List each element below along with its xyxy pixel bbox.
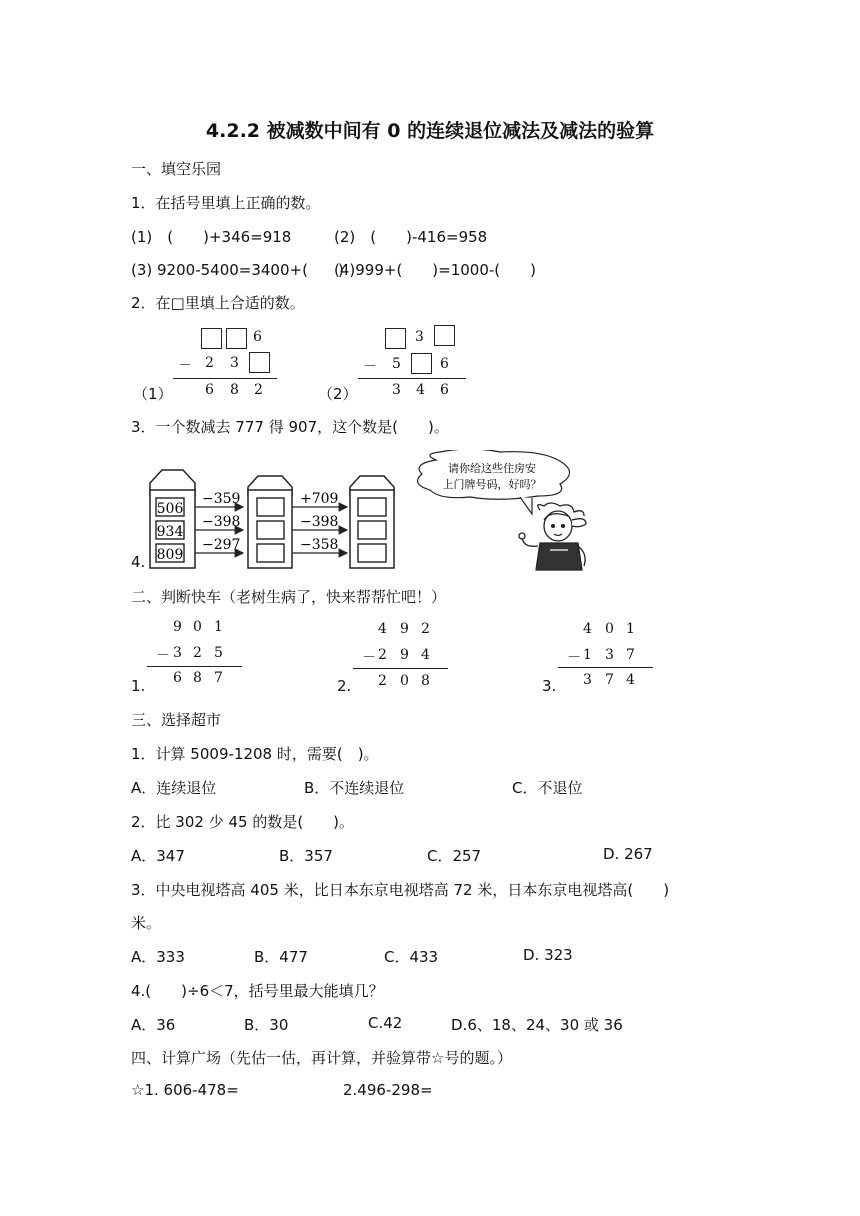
digit: 1 xyxy=(626,621,635,637)
q1-1-item-c: (3) 9200-5400=3400+( ) xyxy=(131,261,344,279)
result-line xyxy=(147,666,242,667)
question-1-1: 1．在括号里填上正确的数。 xyxy=(131,194,321,212)
answer-box[interactable] xyxy=(358,498,386,516)
blank-box[interactable] xyxy=(411,353,432,374)
sub1-label: （1） xyxy=(133,385,173,403)
operation-label: −398 xyxy=(300,514,339,530)
digit: 3 xyxy=(173,645,182,661)
blank-box[interactable] xyxy=(226,328,247,349)
option-c[interactable]: C.42 xyxy=(368,1014,403,1032)
digit: 9 xyxy=(400,647,409,663)
option-b[interactable]: B．30 xyxy=(244,1016,289,1034)
digit: 3 xyxy=(230,355,239,371)
bubble-line-1: 请你给这些住房安 xyxy=(448,462,536,475)
digit: 6 xyxy=(253,329,262,345)
digit: 6 xyxy=(440,356,449,372)
option-a[interactable]: A．347 xyxy=(131,847,185,865)
digit: 2 xyxy=(254,382,263,398)
digit: 7 xyxy=(214,670,223,686)
option-a[interactable]: A．36 xyxy=(131,1016,176,1034)
answer-box[interactable] xyxy=(257,521,284,539)
q1-1-item-b: (2) ( )-416=958 xyxy=(334,228,488,246)
q1-1-item-d: (4)999+( )=1000-( ) xyxy=(334,261,537,279)
result-line xyxy=(358,378,466,379)
house-number-diagram xyxy=(140,450,610,574)
section-2-heading: 二、判断快车（老树生病了，快来帮帮忙吧！） xyxy=(131,588,447,606)
minus-sign: － xyxy=(363,359,377,375)
question-3-4: 4.( )÷6＜7，括号里最大能填几？ xyxy=(131,982,384,1000)
building-2 xyxy=(248,476,292,568)
answer-box[interactable] xyxy=(257,498,284,516)
option-c[interactable]: C．257 xyxy=(427,847,482,865)
blank-box[interactable] xyxy=(385,328,406,349)
digit: 5 xyxy=(392,356,401,372)
digit: 2 xyxy=(378,673,387,689)
digit: 0 xyxy=(605,621,614,637)
question-3-1: 1．计算 5009-1208 时，需要( )。 xyxy=(131,745,379,763)
digit: 0 xyxy=(400,673,409,689)
digit: 2 xyxy=(193,645,202,661)
digit: 6 xyxy=(205,382,214,398)
digit: 3 xyxy=(605,647,614,663)
building-3 xyxy=(350,476,394,568)
section-1-heading: 一、填空乐园 xyxy=(131,160,222,178)
digit: 4 xyxy=(416,382,425,398)
house-number-2: 934 xyxy=(156,524,184,540)
question-3-2: 2．比 302 少 45 的数是( )。 xyxy=(131,813,355,831)
calc-2: 2.496-298= xyxy=(343,1081,433,1099)
option-b[interactable]: B．477 xyxy=(254,948,308,966)
girl-illustration xyxy=(519,503,586,570)
page-title: 4.2.2 被减数中间有 0 的连续退位减法及减法的验算 xyxy=(205,120,655,142)
digit: 1 xyxy=(214,619,223,635)
option-b[interactable]: B．不连续退位 xyxy=(304,779,405,797)
digit: 8 xyxy=(230,382,239,398)
operation-label: −358 xyxy=(300,537,339,553)
problem-number: 2. xyxy=(337,677,352,695)
minus-sign: － xyxy=(567,650,581,666)
option-a[interactable]: A．333 xyxy=(131,948,185,966)
result-line xyxy=(353,668,448,669)
operation-label: −359 xyxy=(202,491,241,507)
option-c[interactable]: C．不退位 xyxy=(512,779,583,797)
section-4-heading: 四、计算广场（先估一估，再计算，并验算带☆号的题。） xyxy=(131,1049,512,1067)
sub2-label: （2） xyxy=(318,385,358,403)
answer-box[interactable] xyxy=(257,544,284,562)
blank-box[interactable] xyxy=(434,325,455,346)
question-3-3: 3．中央电视塔高 405 米，比日本东京电视塔高 72 米，日本东京电视塔高( ) xyxy=(131,881,670,899)
digit: 9 xyxy=(173,619,182,635)
digit: 7 xyxy=(605,672,614,688)
minus-sign: － xyxy=(178,358,192,374)
house-number-1: 506 xyxy=(156,501,184,517)
digit: 6 xyxy=(440,382,449,398)
digit: 8 xyxy=(421,673,430,689)
question-1-4-label: 4. xyxy=(131,553,146,571)
digit: 1 xyxy=(583,647,592,663)
digit: 2 xyxy=(421,621,430,637)
digit: 3 xyxy=(415,329,424,345)
building-1 xyxy=(150,470,195,568)
option-b[interactable]: B．357 xyxy=(279,847,333,865)
result-line xyxy=(173,378,277,379)
question-1-2: 2．在□里填上合适的数。 xyxy=(131,294,305,312)
blank-box[interactable] xyxy=(201,328,222,349)
question-3-3-cont: 米。 xyxy=(131,914,162,932)
option-a[interactable]: A．连续退位 xyxy=(131,779,217,797)
answer-box[interactable] xyxy=(358,544,386,562)
digit: 4 xyxy=(583,621,592,637)
digit: 2 xyxy=(378,647,387,663)
digit: 6 xyxy=(173,670,182,686)
digit: 3 xyxy=(392,382,401,398)
problem-number: 1. xyxy=(131,677,146,695)
operation-label: −297 xyxy=(202,537,241,553)
result-line xyxy=(558,667,653,668)
digit: 7 xyxy=(626,647,635,663)
house-number-3: 809 xyxy=(156,547,184,563)
digit: 3 xyxy=(583,672,592,688)
bubble-line-2: 上门牌号码，好吗？ xyxy=(442,478,542,491)
option-d[interactable]: D. 323 xyxy=(523,946,573,964)
minus-sign: － xyxy=(362,650,376,666)
option-c[interactable]: C．433 xyxy=(384,948,439,966)
question-1-3: 3．一个数减去 777 得 907，这个数是( )。 xyxy=(131,418,449,436)
digit: 8 xyxy=(193,670,202,686)
q1-1-item-a: (1) ( )+346=918 xyxy=(131,228,292,246)
digit: 4 xyxy=(626,672,635,688)
problem-number: 3. xyxy=(542,677,557,695)
digit: 2 xyxy=(205,355,214,371)
digit: 5 xyxy=(214,645,223,661)
blank-box[interactable] xyxy=(249,352,270,373)
option-d[interactable]: D.6、18、24、30 或 36 xyxy=(451,1016,623,1034)
digit: 4 xyxy=(378,621,387,637)
operation-label: +709 xyxy=(300,491,339,507)
digit: 9 xyxy=(400,621,409,637)
digit: 4 xyxy=(421,647,430,663)
operation-label: −398 xyxy=(202,514,241,530)
answer-box[interactable] xyxy=(358,521,386,539)
digit: 0 xyxy=(193,619,202,635)
calc-1: ☆1. 606-478= xyxy=(131,1081,239,1099)
minus-sign: － xyxy=(156,648,170,664)
option-d[interactable]: D. 267 xyxy=(603,845,653,863)
section-3-heading: 三、选择超市 xyxy=(131,711,222,729)
